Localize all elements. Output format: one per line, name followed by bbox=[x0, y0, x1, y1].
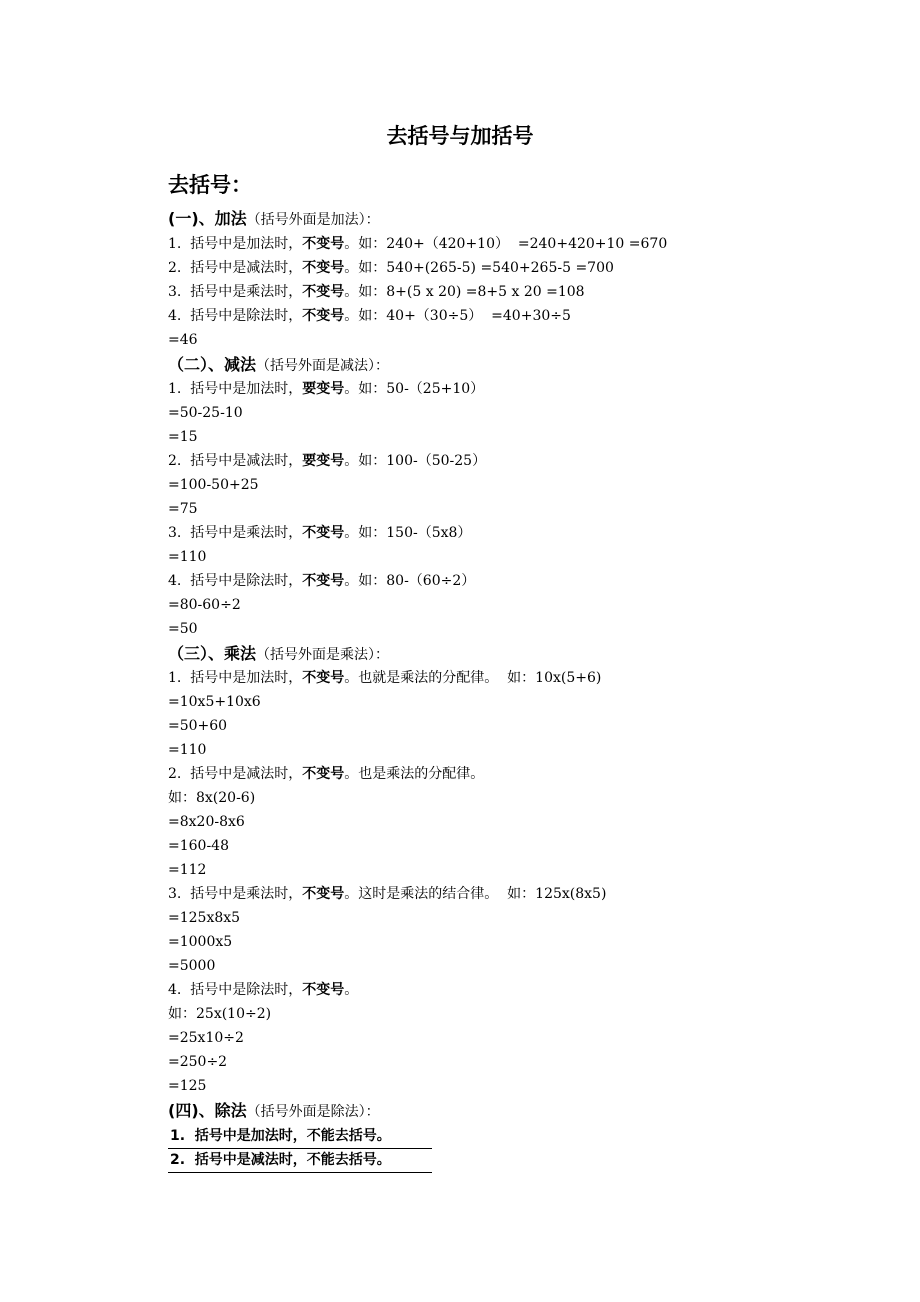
rule-example: 。如：540+(265-5) =540+265-5 =700 bbox=[344, 260, 614, 276]
result-line: =50-25-10 bbox=[168, 405, 243, 421]
rule-number: 1. bbox=[168, 381, 191, 397]
result-line: =125x8x5 bbox=[168, 910, 241, 926]
result-line: =160-48 bbox=[168, 838, 229, 854]
result-line: =125 bbox=[168, 1078, 207, 1094]
rule-number: 2. bbox=[168, 453, 191, 469]
rule-line bbox=[168, 280, 585, 304]
rule-line bbox=[168, 762, 484, 786]
example-line: 如：25x(10÷2) bbox=[168, 1006, 272, 1022]
result-line: =10x5+10x6 bbox=[168, 694, 261, 710]
rule-emphasis: 不变号 bbox=[302, 308, 345, 324]
rule-line bbox=[168, 666, 601, 690]
result-line: =112 bbox=[168, 862, 207, 878]
result-line: =80-60÷2 bbox=[168, 597, 241, 613]
rule-example: 。如：100-（50-25） bbox=[344, 453, 487, 469]
section-addition-heading bbox=[168, 207, 380, 231]
rule-text: 括号中是加法时， bbox=[190, 236, 303, 252]
rule-number: 4. bbox=[168, 308, 191, 324]
rule-number: 4. bbox=[168, 982, 191, 998]
section-label: （二）、减法 bbox=[168, 355, 257, 374]
section-subtraction-heading bbox=[168, 353, 389, 377]
rule-text: 括号中是除法时， bbox=[190, 982, 303, 998]
result-line: =50 bbox=[168, 621, 198, 637]
rule-number: 1. bbox=[168, 236, 191, 252]
rule-line-underlined: 1. 括号中是加法时，不能去括号。 bbox=[168, 1124, 432, 1149]
rule-line bbox=[168, 521, 471, 545]
rule-line bbox=[168, 377, 484, 401]
rule-emphasis: 不变号 bbox=[302, 284, 345, 300]
rule-number: 1. bbox=[168, 670, 191, 686]
rule-number: 4. bbox=[168, 573, 191, 589]
rule-number: 2. bbox=[168, 260, 191, 276]
rule-example: 。也就是乘法的分配律。 如：10x(5+6) bbox=[344, 670, 602, 686]
rule-emphasis: 不变号 bbox=[302, 260, 345, 276]
rule-emphasis: 不变号 bbox=[302, 982, 345, 998]
rule-line bbox=[168, 232, 667, 256]
rule-emphasis: 不变号 bbox=[302, 886, 345, 902]
rule-line bbox=[168, 256, 614, 280]
section-division-heading bbox=[168, 1099, 380, 1123]
rule-emphasis: 不变号 bbox=[302, 525, 345, 541]
result-line: =110 bbox=[168, 549, 207, 565]
result-line: =50+60 bbox=[168, 718, 228, 734]
result-line: =8x20-8x6 bbox=[168, 814, 245, 830]
section-note: （括号外面是减法）： bbox=[256, 358, 390, 374]
result-line: =250÷2 bbox=[168, 1054, 228, 1070]
rule-emphasis: 要变号 bbox=[302, 453, 345, 469]
section-multiplication-heading bbox=[168, 642, 389, 666]
rule-text: 括号中是乘法时， bbox=[190, 525, 303, 541]
rule-emphasis: 不变号 bbox=[302, 766, 345, 782]
section-note: （括号外面是乘法）： bbox=[256, 647, 390, 663]
result-line: =15 bbox=[168, 429, 198, 445]
rule-number: 3. bbox=[168, 525, 191, 541]
result-line: =5000 bbox=[168, 958, 216, 974]
section-note: （括号外面是加法）： bbox=[246, 212, 380, 228]
rule-number: 3. bbox=[168, 284, 191, 300]
rule-text: 括号中是减法时， bbox=[190, 453, 303, 469]
rule-example: 。这时是乘法的结合律。 如：125x(8x5) bbox=[344, 886, 607, 902]
rule-example: 。也是乘法的分配律。 bbox=[344, 766, 485, 782]
result-line: =1000x5 bbox=[168, 934, 233, 950]
rule-example: 。如：150-（5x8） bbox=[344, 525, 472, 541]
rule-example: 。如：50-（25+10） bbox=[344, 381, 485, 397]
rule-text: 括号中是除法时， bbox=[190, 308, 303, 324]
rule-emphasis: 不变号 bbox=[302, 573, 345, 589]
section-heading: 去括号： bbox=[168, 173, 252, 197]
rule-example: 。如：80-（60÷2） bbox=[344, 573, 476, 589]
rule-line bbox=[168, 449, 486, 473]
result-line: =75 bbox=[168, 501, 198, 517]
rule-line-underlined: 2. 括号中是减法时，不能去括号。 bbox=[168, 1148, 432, 1173]
result-line: =46 bbox=[168, 332, 198, 348]
rule-text: 括号中是乘法时， bbox=[190, 886, 303, 902]
rule-text: 括号中是加法时， bbox=[190, 670, 303, 686]
rule-number: 3. bbox=[168, 886, 191, 902]
section-note: （括号外面是除法）： bbox=[246, 1104, 380, 1120]
section-label: (四)、除法 bbox=[168, 1101, 247, 1120]
rule-number: 2. bbox=[168, 766, 191, 782]
rule-line bbox=[168, 882, 606, 906]
rule-text: 括号中是减法时， bbox=[190, 260, 303, 276]
rule-example: 。如：40+（30÷5） =40+30÷5 bbox=[344, 308, 571, 324]
section-label: （三）、乘法 bbox=[168, 644, 257, 663]
result-line: =25x10÷2 bbox=[168, 1030, 244, 1046]
rule-example: 。如：240+（420+10） =240+420+10 =670 bbox=[344, 236, 668, 252]
result-line: =110 bbox=[168, 742, 207, 758]
rule-emphasis: 不变号 bbox=[302, 236, 345, 252]
rule-text: 括号中是乘法时， bbox=[190, 284, 303, 300]
rule-line bbox=[168, 978, 358, 1002]
rule-text: 括号中是减法时， bbox=[190, 766, 303, 782]
rule-emphasis: 不变号 bbox=[302, 670, 345, 686]
page-title: 去括号与加括号 bbox=[386, 124, 534, 148]
result-line: =100-50+25 bbox=[168, 477, 259, 493]
rule-emphasis: 要变号 bbox=[302, 381, 345, 397]
example-line: 如：8x(20-6) bbox=[168, 790, 256, 806]
rule-example: 。如：8+(5 x 20) =8+5 x 20 =108 bbox=[344, 284, 585, 300]
rule-text: 括号中是除法时， bbox=[190, 573, 303, 589]
rule-example: 。 bbox=[344, 982, 359, 998]
rule-line bbox=[168, 569, 475, 593]
rule-text: 括号中是加法时， bbox=[190, 381, 303, 397]
rule-line bbox=[168, 304, 571, 328]
section-label: (一)、加法 bbox=[168, 209, 247, 228]
